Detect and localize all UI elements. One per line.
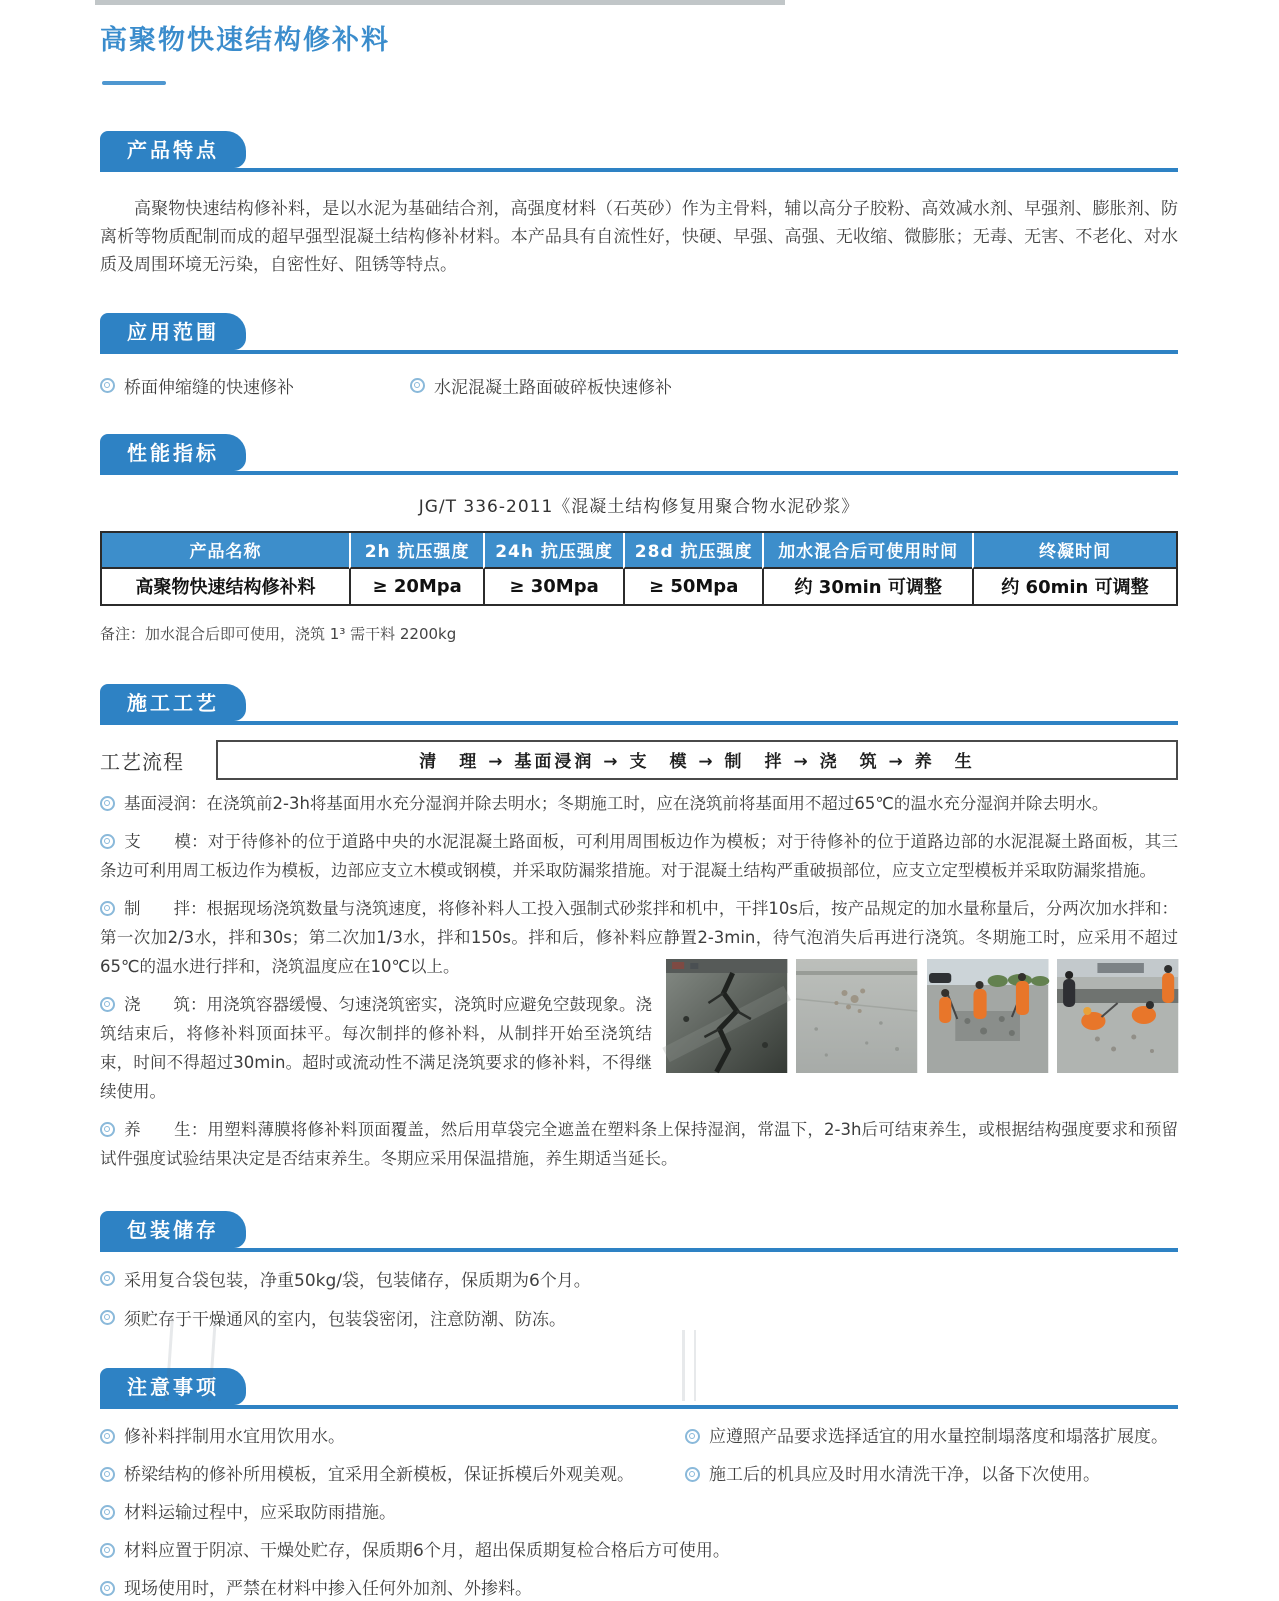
table-row bbox=[102, 569, 1176, 604]
process-step bbox=[100, 827, 1178, 885]
column-header: 28d 抗压强度 bbox=[623, 533, 763, 569]
circle-bullet-icon bbox=[100, 796, 115, 811]
application-label: 桥面伸缩缝的快速修补 bbox=[124, 378, 294, 398]
note-text: 施工后的机具应及时用水清洗干净，以备下次使用。 bbox=[709, 1465, 1100, 1485]
list-item bbox=[100, 373, 410, 398]
packaging-text: 采用复合袋包装，净重50kg/袋，包装储存，保质期为6个月。 bbox=[124, 1271, 591, 1291]
section-tab-packaging: 包装储存 bbox=[100, 1211, 246, 1248]
road-repair-workers-photo bbox=[927, 959, 1048, 1073]
notes-list bbox=[100, 1425, 1178, 1601]
circle-bullet-icon bbox=[100, 834, 115, 849]
section-header-applications bbox=[100, 313, 1178, 354]
process-flow-row bbox=[100, 740, 1178, 780]
section-tab-features: 产品特点 bbox=[100, 131, 246, 168]
workers-placing-mortar-photo bbox=[1057, 959, 1178, 1073]
list-item bbox=[100, 1266, 1178, 1291]
note-text: 应遵照产品要求选择适宜的用水量控制塌落度和塌落扩展度。 bbox=[709, 1427, 1168, 1447]
list-item bbox=[100, 1425, 685, 1449]
note-text: 现场使用时，严禁在材料中掺入任何外加剂、外掺料。 bbox=[124, 1579, 532, 1599]
circle-bullet-icon bbox=[100, 1271, 115, 1286]
section-tab-notes: 注意事项 bbox=[100, 1368, 246, 1405]
list-item bbox=[100, 1539, 1178, 1563]
list-item bbox=[685, 1463, 1178, 1487]
process-step bbox=[100, 990, 652, 1106]
note-text: 桥梁结构的修补所用模板，宜采用全新模板，保证拆模后外观美观。 bbox=[124, 1465, 634, 1485]
circle-bullet-icon bbox=[410, 378, 425, 393]
cracked-pavement-photo bbox=[666, 959, 787, 1073]
list-item bbox=[100, 1501, 685, 1525]
application-label: 水泥混凝土路面破碎板快速修补 bbox=[434, 378, 672, 398]
pour-step-with-photos bbox=[100, 981, 1178, 1106]
circle-bullet-icon bbox=[100, 997, 115, 1012]
step-text: 浇 筑：用浇筑容器缓慢、匀速浇筑密实，浇筑时应避免空鼓现象。浇筑结束后，将修补料顶面抹平。每次制拌的修补料，从制拌开始至浇筑结束，时间不得超过30min。超时或流动性不满足浇筑要求的修补料，不得继续使用。 bbox=[100, 995, 652, 1101]
process-step bbox=[100, 789, 1178, 818]
circle-bullet-icon bbox=[100, 901, 115, 916]
spalled-concrete-photo bbox=[796, 959, 917, 1073]
section-header-packaging bbox=[100, 1211, 1178, 1252]
column-header: 24h 抗压强度 bbox=[483, 533, 623, 569]
flow-diagram-box bbox=[216, 740, 1178, 780]
column-header: 加水混合后可使用时间 bbox=[762, 533, 971, 569]
table-remark: 备注：加水混合后即可使用，浇筑 1³ 需干料 2200kg bbox=[100, 625, 457, 643]
table-header-row bbox=[102, 533, 1176, 569]
flow-sequence: 清 理 → 基面浸润 → 支 模 → 制 拌 → 浇 筑 → 养 生 bbox=[419, 752, 975, 772]
flow-label: 工艺流程 bbox=[100, 749, 184, 774]
circle-bullet-icon bbox=[685, 1429, 700, 1444]
column-header: 终凝时间 bbox=[972, 533, 1176, 569]
packaging-text: 须贮存于干燥通风的室内，包装袋密闭，注意防潮、防冻。 bbox=[124, 1310, 566, 1330]
step-text: 支 模：对于待修补的位于道路中央的水泥混凝土路面板，可利用周围板边作为模板；对于待修补的位于道路边部的水泥混凝土路面板，其三条边可利用周工板边作为模板，边部应支立木模或钢模，并采取防漏浆措施。对于混凝土结构严重破损部位，应支立定型模板并采取防漏浆措施。 bbox=[100, 832, 1178, 880]
circle-bullet-icon bbox=[100, 1543, 115, 1558]
circle-bullet-icon bbox=[100, 1310, 115, 1325]
circle-bullet-icon bbox=[100, 378, 115, 393]
section-header-notes bbox=[100, 1368, 1178, 1409]
table-cell: ≥ 30Mpa bbox=[483, 569, 623, 604]
applications-list bbox=[100, 373, 1178, 398]
table-cell: 约 60min 可调整 bbox=[972, 569, 1176, 604]
performance-table bbox=[100, 531, 1178, 606]
title-underline bbox=[102, 81, 166, 85]
note-text: 材料运输过程中，应采取防雨措施。 bbox=[124, 1503, 396, 1523]
section-header-performance bbox=[100, 434, 1178, 475]
list-item bbox=[685, 1425, 1178, 1449]
table-cell: ≥ 50Mpa bbox=[623, 569, 763, 604]
circle-bullet-icon bbox=[100, 1429, 115, 1444]
list-item bbox=[100, 1577, 1178, 1601]
list-item bbox=[410, 373, 672, 398]
table-cell: 高聚物快速结构修补料 bbox=[102, 569, 349, 604]
list-item bbox=[100, 1305, 1178, 1330]
note-text: 修补料拌制用水宜用饮用水。 bbox=[124, 1427, 345, 1447]
circle-bullet-icon bbox=[100, 1505, 115, 1520]
standard-reference: JG/T 336-2011《混凝土结构修复用聚合物水泥砂浆》 bbox=[418, 497, 860, 517]
list-item bbox=[100, 1463, 685, 1487]
step-text: 基面浸润：在浇筑前2-3h将基面用水充分湿润并除去明水；冬期施工时，应在浇筑前将基面用不超过65℃的温水充分湿润并除去明水。 bbox=[124, 794, 1109, 813]
page-title: 高聚物快速结构修补料 bbox=[100, 25, 390, 56]
section-tab-applications: 应用范围 bbox=[100, 313, 246, 350]
step-text: 制 拌：根据现场浇筑数量与浇筑速度，将修补料人工投入强制式砂浆拌和机中，干拌10s后，按产品规定的加水量称量后，分两次加水拌和：第一次加2/3水，拌和30s；第二次加1/3水，拌和150s。拌和后，修补料应静置2-3min，待气泡消失后再进行浇筑。冬期施工时，应采用不超过65℃的温水进行拌和，浇筑温度应在10℃以上。 bbox=[100, 899, 1178, 976]
step-text: 养 生：用塑料薄膜将修补料顶面覆盖，然后用草袋完全遮盖在塑料条上保持湿润，常温下，2-3h后可结束养生，或根据结构强度要求和预留试件强度试验结果决定是否结束养生。冬期应采用保温措施，养生期适当延长。 bbox=[100, 1120, 1178, 1168]
table-cell: ≥ 20Mpa bbox=[349, 569, 483, 604]
section-tab-performance: 性能指标 bbox=[100, 434, 246, 471]
scan-artifact-bar bbox=[95, 0, 785, 5]
circle-bullet-icon bbox=[100, 1581, 115, 1596]
circle-bullet-icon bbox=[100, 1467, 115, 1482]
process-step bbox=[100, 1115, 1178, 1173]
section-header-process bbox=[100, 684, 1178, 725]
construction-photo-strip bbox=[666, 959, 1178, 1073]
features-paragraph: 高聚物快速结构修补料，是以水泥为基础结合剂，高强度材料（石英砂）作为主骨料，辅以高分子胶粉、高效减水剂、早强剂、膨胀剂、防离析等物质配制而成的超早强型混凝土结构修补材料。本产品具有自流性好，快硬、早强、高强、无收缩、微膨胀；无毒、无害、不老化、对水质及周围环境无污染，自密性好、阻锈等特点。 bbox=[100, 199, 1178, 275]
circle-bullet-icon bbox=[685, 1467, 700, 1482]
table-cell: 约 30min 可调整 bbox=[762, 569, 971, 604]
section-header-features bbox=[100, 131, 1178, 172]
column-header: 产品名称 bbox=[102, 533, 349, 569]
circle-bullet-icon bbox=[100, 1122, 115, 1137]
note-text: 材料应置于阴凉、干燥处贮存，保质期6个月，超出保质期复检合格后方可使用。 bbox=[124, 1541, 730, 1561]
column-header: 2h 抗压强度 bbox=[349, 533, 483, 569]
section-tab-process: 施工工艺 bbox=[100, 684, 246, 721]
